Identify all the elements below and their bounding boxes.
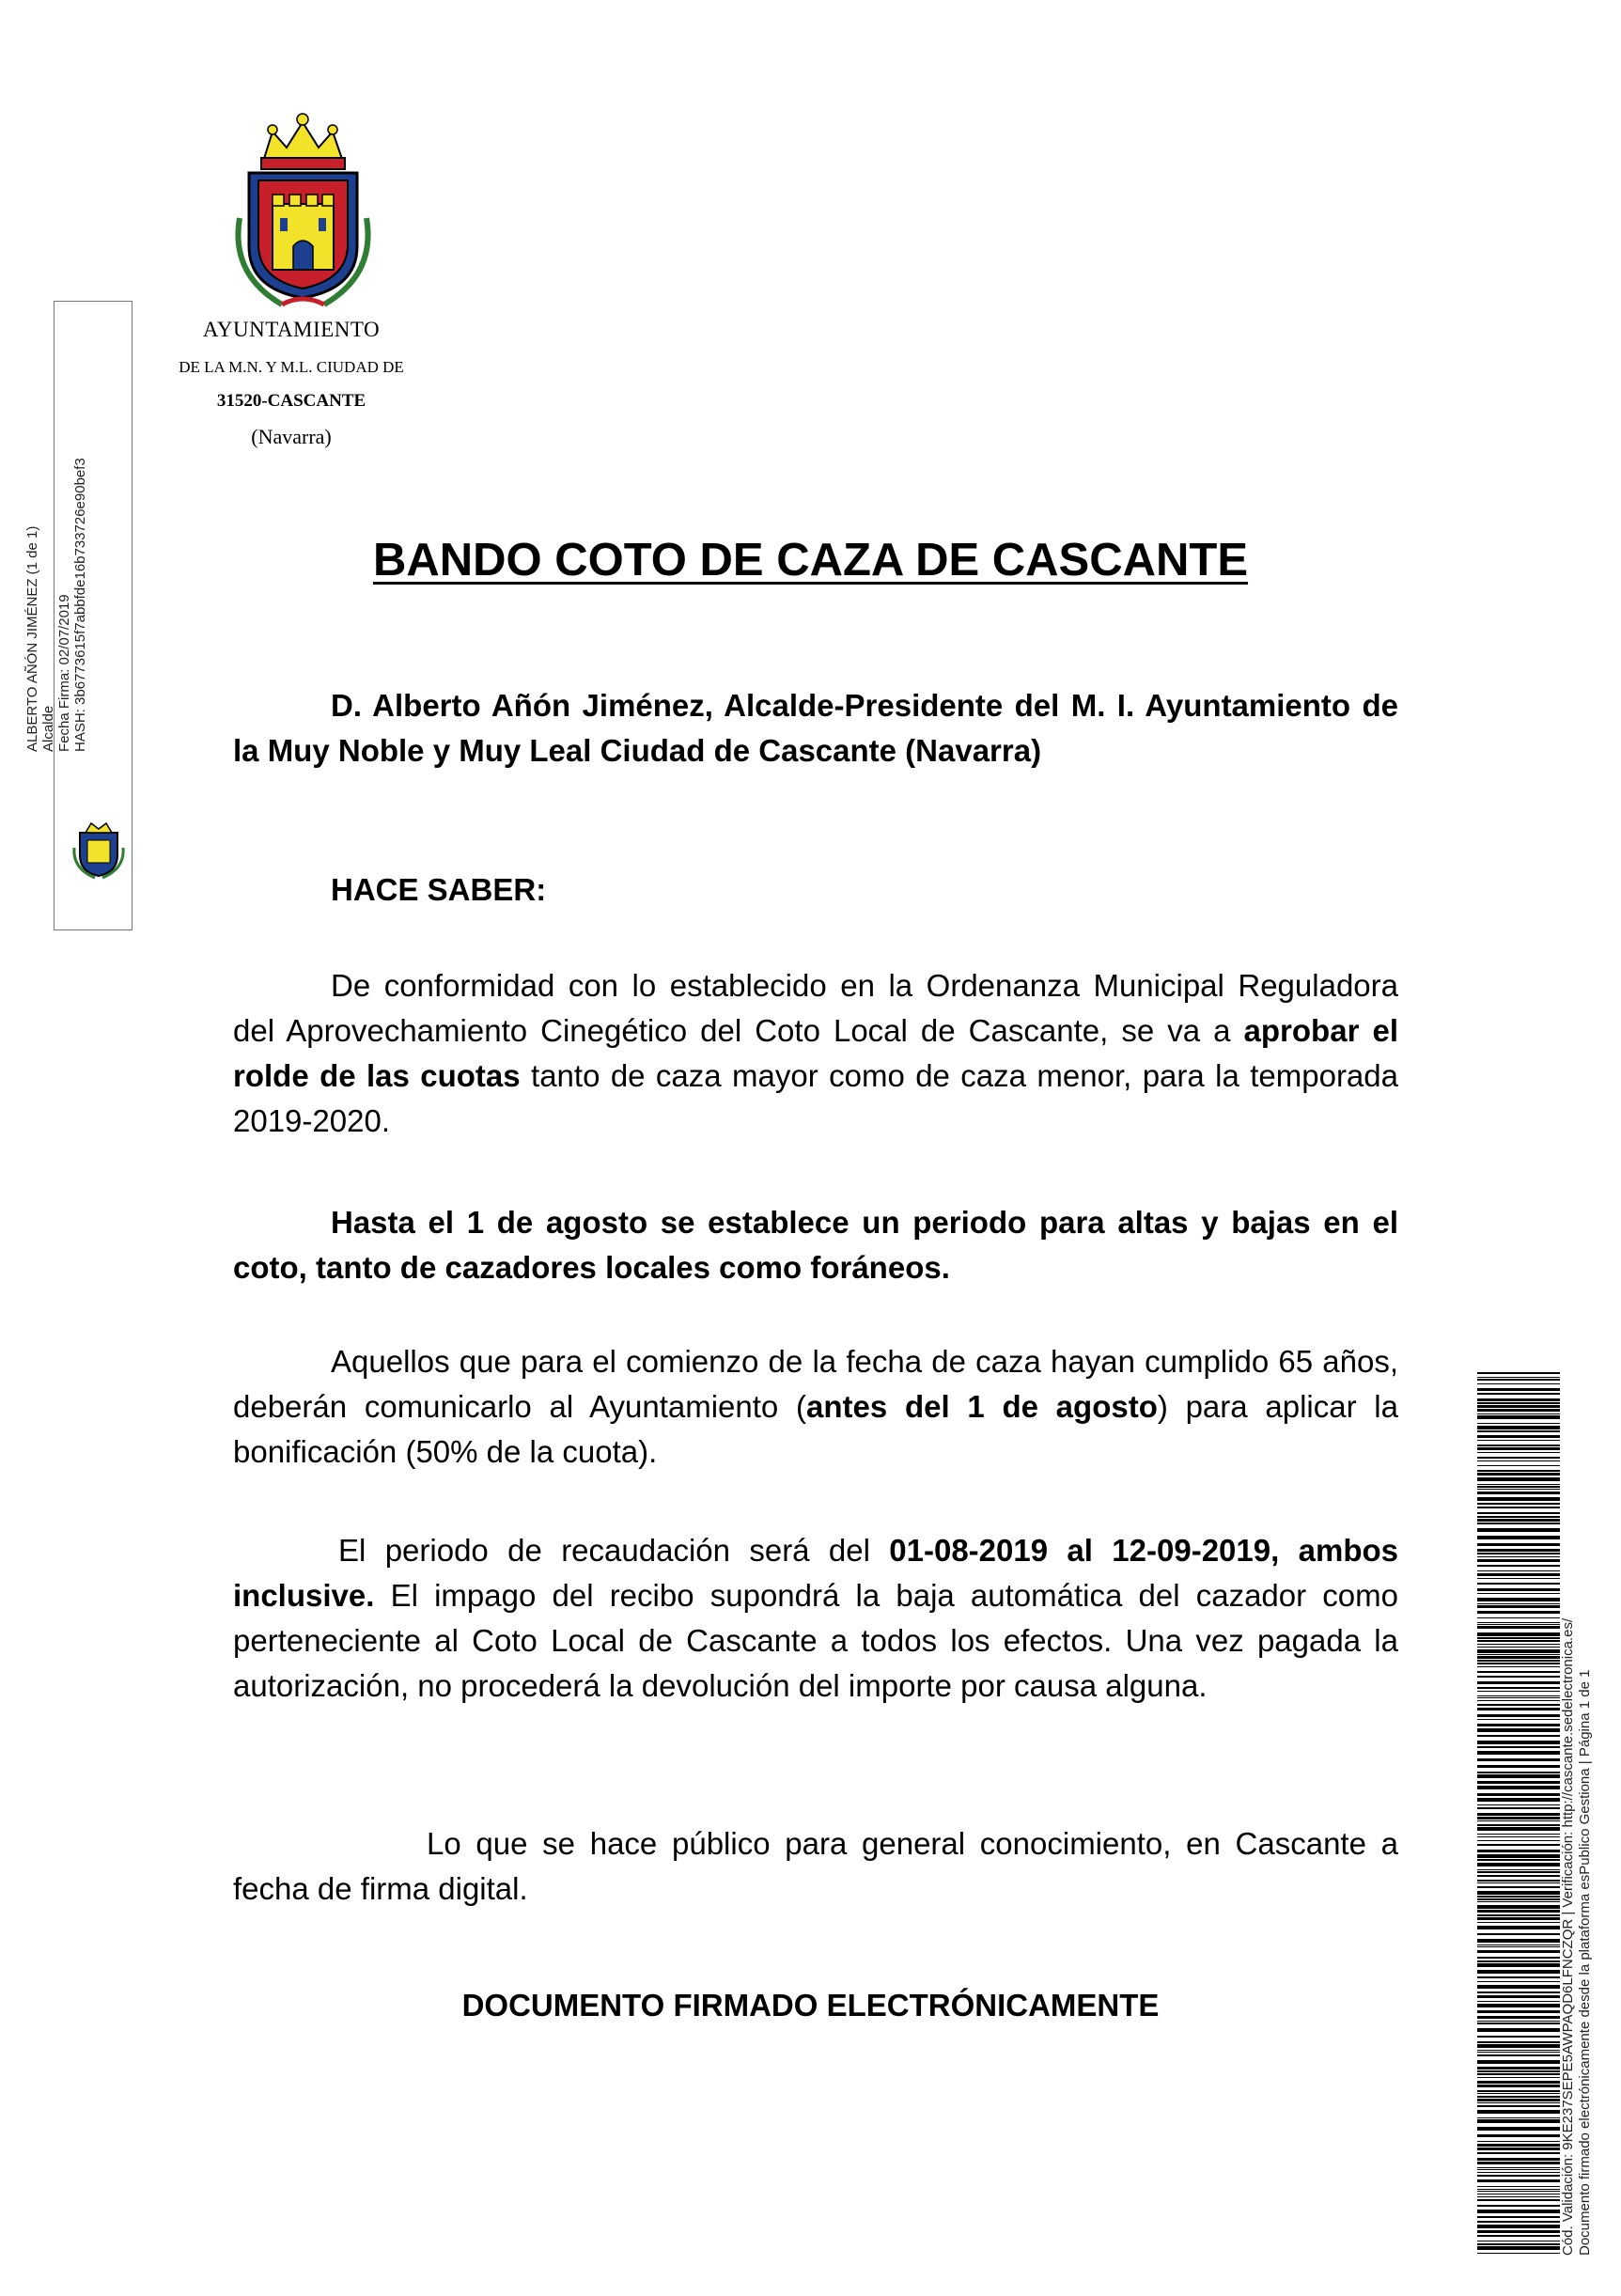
- paragraph-recaudacion: El periodo de recaudación será del 01-08-2019 al 12-09-2019, ambos inclusive. El impago del recibo supondrá la baja automática del cazador como perteneciente al Coto Local de Cascante a todos los efectos. Una vez pagada la autorización, no procederá la devolución del importe por causa alguna.: [233, 1533, 1398, 1703]
- header-ciudad: DE LA M.N. Y M.L. CIUDAD DE: [179, 358, 404, 376]
- header-region: (Navarra): [251, 425, 332, 448]
- coat-of-arms-logo: [226, 105, 381, 312]
- signature-signer: ALBERTO AÑÓN JIMÉNEZ (1 de 1): [24, 525, 40, 752]
- signature-date: Fecha Firma: 02/07/2019: [56, 594, 72, 752]
- paragraph-altas-bajas: Hasta el 1 de agosto se establece un periodo para altas y bajas en el coto, tanto de cazadores locales como foráneos.: [233, 1205, 1398, 1285]
- signature-text: [24, 226, 88, 752]
- castle-icon: [273, 195, 334, 270]
- paragraph-rolde: De conformidad con lo establecido en la Ordenanza Municipal Reguladora del Aprovechamiento Cinegético del Coto Local de Cascante, se va a aprobar el rolde de las cuotas tanto de caza mayor como de caza menor, para la temporada 2019-2020.: [233, 968, 1398, 1138]
- verification-platform: Documento firmado electrónicamente desde la plataforma esPublico Gestiona | Página 1 de 1: [1577, 1669, 1593, 2256]
- crown-icon: [261, 114, 345, 169]
- footer-signed-notice: DOCUMENTO FIRMADO ELECTRÓNICAMENTE: [461, 1988, 1160, 2023]
- paragraph-closing: Lo que se hace público para general conocimiento, en Cascante a fecha de firma digital.: [233, 1826, 1398, 1906]
- small-crest-icon: [69, 820, 129, 880]
- signature-role: Alcalde: [40, 705, 56, 752]
- verification-text: [1560, 1618, 1594, 2256]
- header-ayuntamiento: AYUNTAMIENTO: [202, 318, 381, 341]
- header-postal: 31520-CASCANTE: [216, 391, 366, 411]
- paragraph-bonificacion: Aquellos que para el comienzo de la fecha de caza hayan cumplido 65 años, deberán comunicarlo al Ayuntamiento (antes del 1 de agosto) para aplicar la bonificación (50% de la cuota).: [233, 1344, 1398, 1469]
- signature-hash: HASH: 3b6773615f7abbfde16b733726e90bef3: [72, 458, 88, 752]
- page-title: BANDO COTO DE CAZA DE CASCANTE: [372, 535, 1249, 586]
- barcode-icon: [1477, 1372, 1560, 2256]
- verification-code: Cód. Validación: 9KE237SEPE5AWPAQD6LFNCZQR | Verificación: http://cascante.sedelectronica.es/: [1560, 1617, 1576, 2256]
- hace-saber-heading: HACE SABER:: [331, 872, 547, 907]
- intro-paragraph: D. Alberto Añón Jiménez, Alcalde-Presidente del M. I. Ayuntamiento de la Muy Noble y Muy Leal Ciudad de Cascante (Navarra): [233, 688, 1398, 768]
